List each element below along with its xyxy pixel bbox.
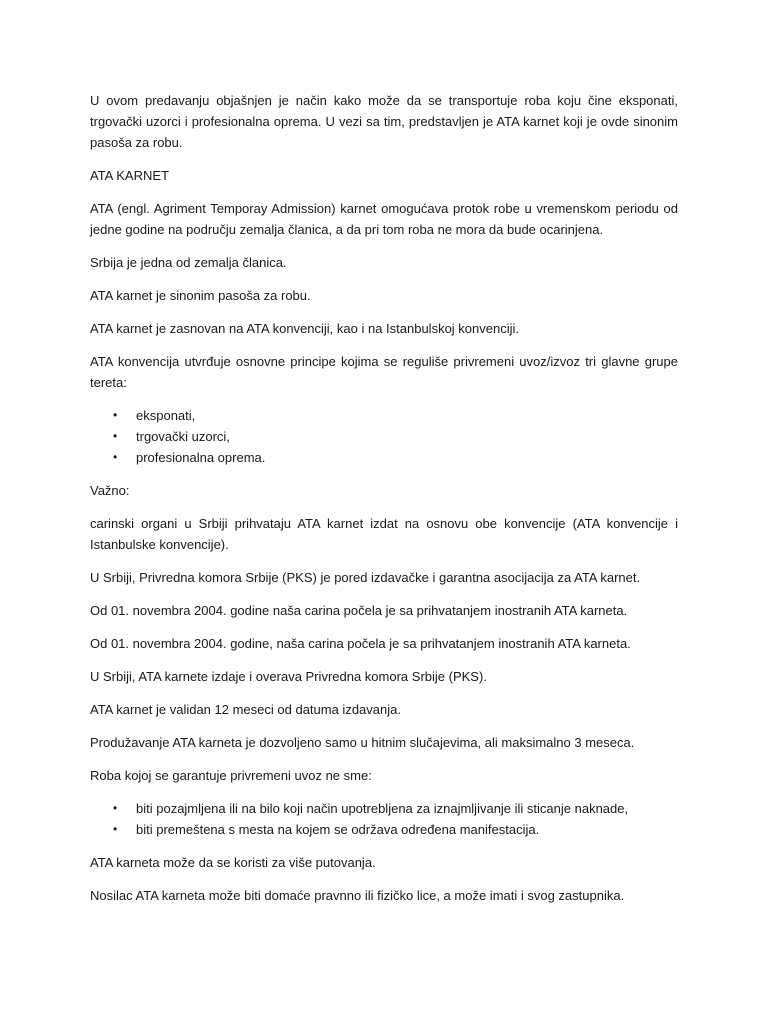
paragraph-extension: Produžavanje ATA karneta je dozvoljeno samo u hitnim slučajevima, ali maksimalno 3 meseca. bbox=[90, 735, 635, 750]
bullet-icon: • bbox=[113, 822, 118, 836]
paragraph-customs: carinski organi u Srbiji prihvataju ATA karnet izdat na osnovu obe konvencije (ATA konvencije i Istanbulske konvencije). bbox=[90, 516, 678, 552]
restrictions-list bbox=[90, 798, 678, 840]
paragraph-multiple-trips: ATA karneta može da se koristi za više putovanja. bbox=[90, 855, 376, 870]
section-heading: ATA KARNET bbox=[90, 168, 169, 183]
paragraph-ata-definition: ATA (engl. Agriment Temporay Admission) karnet omogućava protok robe u vremenskom periodu od jedne godine na području zemalja članica, a da pri tom roba ne mora da bude ocarinjena. bbox=[90, 201, 678, 237]
paragraph-conventions: ATA karnet je zasnovan na ATA konvenciji, kao i na Istanbulskoj konvenciji. bbox=[90, 321, 519, 336]
list-item-text: profesionalna oprema. bbox=[136, 450, 266, 465]
intro-paragraph: U ovom predavanju objašnjen je način kako može da se transportuje roba koju čine eksponati, trgovački uzorci i profesionalna oprema. U vezi sa tim, predstavljen je ATA karnet koji je ovde sinonim pasoša za robu. bbox=[90, 93, 678, 150]
paragraph-pks-issuer: U Srbiji, ATA karnete izdaje i overava Privredna komora Srbije (PKS). bbox=[90, 669, 487, 684]
list-item bbox=[113, 426, 678, 447]
list-item-text: biti pozajmljena ili na bilo koji način upotrebljena za iznajmljivanje ili sticanje naknade, bbox=[136, 801, 629, 816]
paragraph-holder: Nosilac ATA karneta može biti domaće pravnno ili fizičko lice, a može imati i svog zastupnika. bbox=[90, 888, 625, 903]
list-item-text: biti premeštena s mesta na kojem se održava određena manifestacija. bbox=[136, 822, 540, 837]
list-item-text: eksponati, bbox=[136, 408, 196, 423]
paragraph-serbia-member: Srbija je jedna od zemalja članica. bbox=[90, 255, 287, 270]
cargo-groups-list bbox=[90, 405, 678, 468]
paragraph-pks-guarantor: U Srbiji, Privredna komora Srbije (PKS) je pored izdavačke i garantna asocijacija za ATA karnet. bbox=[90, 570, 641, 585]
bullet-icon: • bbox=[113, 408, 118, 422]
list-item-text: trgovački uzorci, bbox=[136, 429, 230, 444]
paragraph-date-1: Od 01. novembra 2004. godine naša carina počela je sa prihvatanjem inostranih ATA karneta. bbox=[90, 603, 628, 618]
paragraph-important: Važno: bbox=[90, 483, 130, 498]
list-item bbox=[113, 798, 678, 819]
list-item bbox=[113, 819, 678, 840]
paragraph-restrictions: Roba kojoj se garantuje privremeni uvoz ne sme: bbox=[90, 768, 372, 783]
list-item bbox=[113, 405, 678, 426]
bullet-icon: • bbox=[113, 801, 118, 815]
paragraph-validity: ATA karnet je validan 12 meseci od datuma izdavanja. bbox=[90, 702, 401, 717]
paragraph-date-2: Od 01. novembra 2004. godine, naša carina počela je sa prihvatanjem inostranih ATA karneta. bbox=[90, 636, 631, 651]
paragraph-principles: ATA konvencija utvrđuje osnovne principe kojima se reguliše privremeni uvoz/izvoz tri glavne grupe tereta: bbox=[90, 354, 678, 390]
bullet-icon: • bbox=[113, 429, 118, 443]
bullet-icon: • bbox=[113, 450, 118, 464]
list-item bbox=[113, 447, 678, 468]
document-body bbox=[90, 90, 678, 918]
paragraph-passport: ATA karnet je sinonim pasoša za robu. bbox=[90, 288, 311, 303]
